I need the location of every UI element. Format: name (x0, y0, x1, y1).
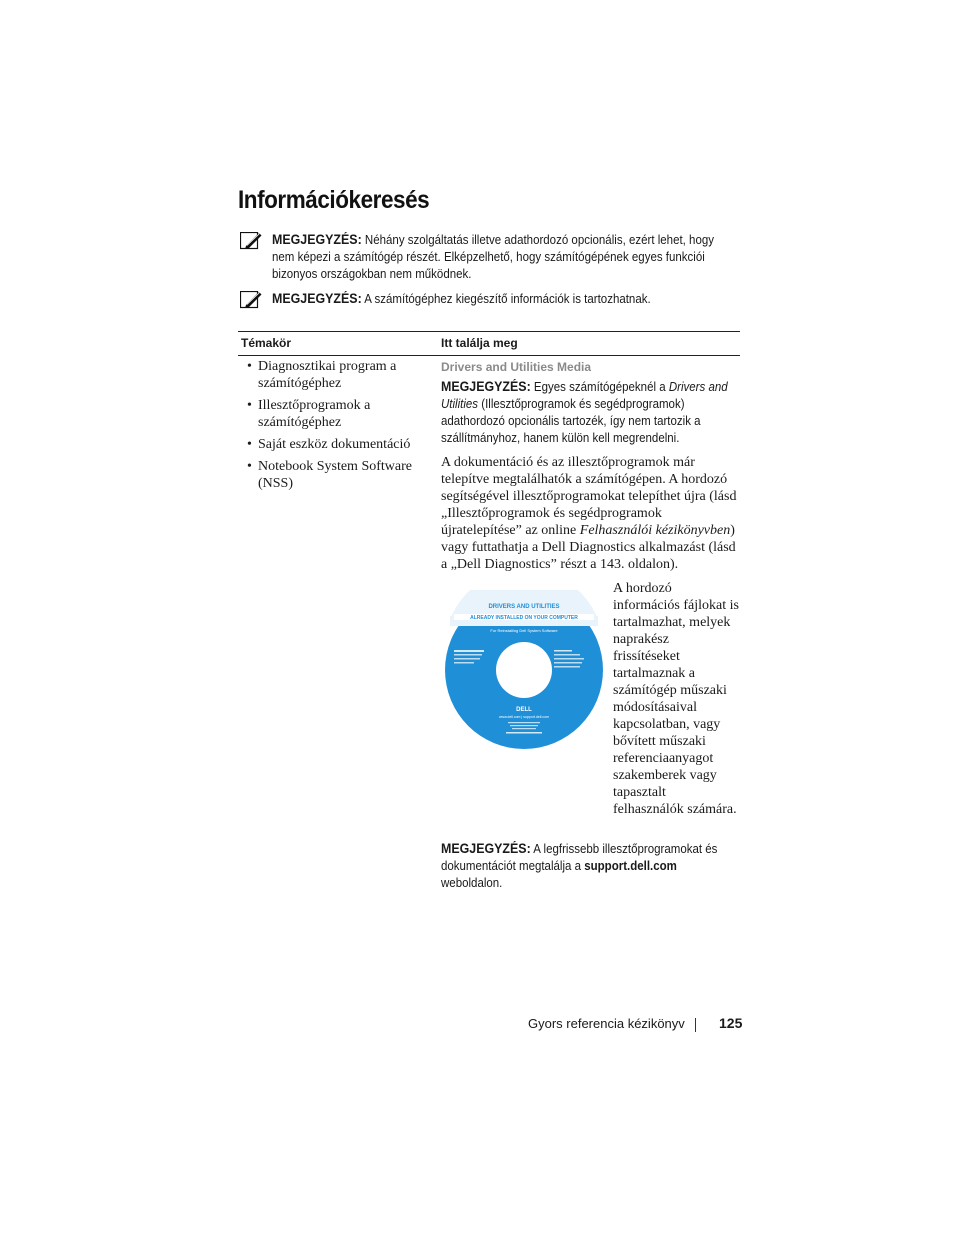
media-note (441, 378, 739, 447)
note-text: Néhány szolgáltatás illetve adathordozó opcionális, ezért lehet, hogy nem képezi a számítógép részét. Elképzelhető, hogy számítógépének egyes funkciói bizonyos országokban nem működnek. (272, 233, 714, 281)
page-number: 125 (719, 1015, 743, 1031)
footer-separator (695, 1018, 696, 1032)
cd-label-line2: ALREADY INSTALLED ON YOUR COMPUTER (470, 615, 578, 621)
note-text: Egyes számítógépeknél a (533, 380, 666, 394)
column-header-where: Itt találja meg (441, 336, 518, 350)
note-text: (Illesztőprogramok és segédprogramok) adathordozó opcionális tartozék, így nem tartozik a szállítmányhoz, hanem külön kell megrendelni. (441, 397, 701, 445)
final-note (441, 840, 739, 892)
cd-logo: DELL (516, 707, 532, 713)
cd-label-line3: For Reinstalling Dell System Software (490, 628, 558, 633)
note-text: A számítógéphez kiegészítő információk is tartozhatnak. (364, 292, 651, 306)
cd-hole-area (496, 642, 552, 698)
topic-list (247, 358, 427, 497)
table-top-rule (238, 331, 740, 332)
note-text-italic: Drivers and Utilities (441, 380, 728, 411)
page-title: Információkeresés (238, 186, 430, 214)
column-header-topic: Témakör (241, 336, 292, 350)
list-item: • Diagnosztikai program a számítógéphez (247, 358, 427, 392)
media-title: Drivers and Utilities Media (441, 360, 592, 374)
table-header-rule (238, 355, 740, 356)
drivers-utilities-cd-image (444, 590, 604, 750)
note-label: MEGJEGYZÉS: (272, 232, 362, 247)
cd-url: www.dell.com | support.dell.com (499, 715, 549, 719)
note-2 (240, 290, 740, 308)
note-label: MEGJEGYZÉS: (441, 841, 531, 856)
note-text: weboldalon. (441, 876, 503, 890)
note-1 (240, 231, 740, 283)
note-label: MEGJEGYZÉS: (272, 291, 362, 306)
description-paragraph (441, 454, 739, 573)
note-text: A legfrissebb illesztőprogramokat és dokumentációt megtalálja a (441, 842, 718, 873)
note-label: MEGJEGYZÉS: (441, 379, 531, 394)
list-item: • Illesztőprogramok a számítógéphez (247, 397, 427, 431)
footer-guide-title: Gyors referencia kézikönyv (528, 1016, 685, 1031)
pencil-note-icon (240, 291, 262, 309)
paragraph-text: A dokumentáció és az illesztőprogramok már telepítve megtalálhatók a számítógépen. A hordozó segítségével illesztőprogramokat telepíthet újra (lásd „Illesztőprogramok és segédprogramok újratelepítése” az online (441, 455, 737, 538)
list-item: • Notebook System Software (NSS) (247, 458, 427, 492)
support-link[interactable]: support.dell.com (584, 859, 677, 873)
paragraph-text: ) vagy futtathatja a Dell Diagnostics alkalmazást (lásd a „Dell Diagnostics” részt a 143. oldalon). (441, 523, 736, 572)
media-info-paragraph: A hordozó információs fájlokat is tartalmazhat, melyek naprakész frissítéseket tartalmaznak a számítógép műszaki módosításaival kapcsolatban, vagy bővített műszaki referenciaanyagot szakemberek vagy tapasztalt felhasználók számára. (613, 581, 739, 817)
cd-label-line1: DRIVERS AND UTILITIES (488, 604, 560, 610)
pencil-note-icon (240, 232, 262, 250)
list-item: • Saját eszköz dokumentáció (247, 436, 427, 453)
paragraph-italic: Felhasználói kézikönyvben (579, 523, 731, 538)
